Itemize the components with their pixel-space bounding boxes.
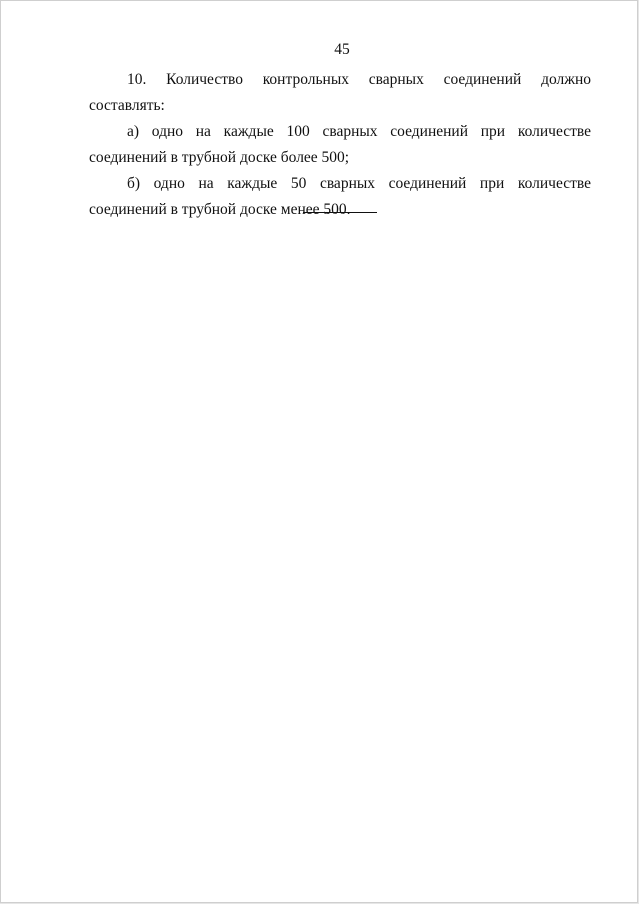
paragraph-subitem-a: а) одно на каждые 100 сварных соединений при количестве соединений в трубной доске более 500;: [89, 123, 591, 166]
page-number: 45: [334, 41, 350, 58]
paragraph-item-10: 10. Количество контрольных сварных соединений должно составлять:: [89, 71, 591, 114]
end-separator-line: [303, 212, 377, 213]
paragraph-subitem-b: б) одно на каждые 50 сварных соединений при количестве соединений в трубной доске менее 500.: [89, 175, 591, 218]
document-body: [89, 39, 591, 223]
